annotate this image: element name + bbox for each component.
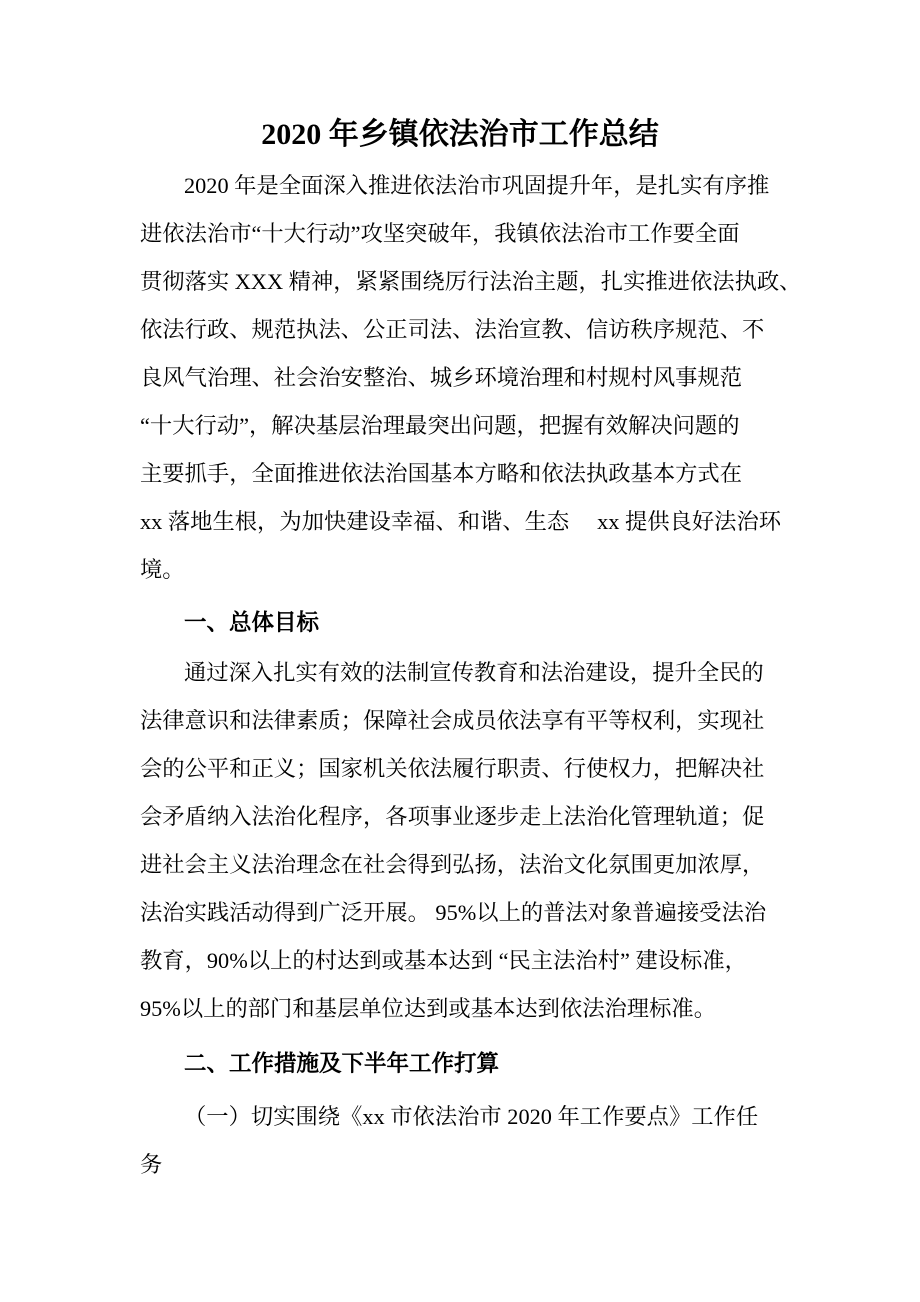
paragraph-line: “十大行动”，解决基层治理最突出问题，把握有效解决问题的: [140, 413, 740, 438]
section-heading-2: 二、工作措施及下半年工作打算: [184, 1051, 500, 1076]
paragraph-line: 进社会主义法治理念在社会得到弘扬，法治文化氛围更加浓厚，: [140, 852, 765, 877]
paragraph-1: [140, 162, 802, 594]
paragraph-line: 主要抓手，全面推进依法治国基本方略和依法执政基本方式在: [140, 461, 743, 486]
paragraph-line: 贯彻落实 XXX 精神，紧紧围绕厉行法治主题，扎实推进依法执政、: [140, 269, 802, 294]
paragraph-line: 法治实践活动得到广泛开展。 95%以上的普法对象普遍接受法治: [140, 900, 767, 925]
paragraph-line: （一）切实围绕《xx 市依法治市 2020 年工作要点》工作任: [184, 1104, 759, 1129]
paragraph-line: 法律意识和法律素质；保障社会成员依法享有平等权利，实现社: [140, 708, 765, 733]
paragraph-line: 进依法治市“十大行动”攻坚突破年，我镇依法治市工作要全面: [140, 221, 740, 246]
paragraph-2: [140, 649, 780, 1033]
paragraph-line: 良风气治理、社会治安整治、城乡环境治理和村规村风事规范: [140, 365, 743, 390]
paragraph-line: 依法行政、规范执法、公正司法、法治宣教、信访秩序规范、不: [140, 317, 765, 342]
section-heading-1: 一、总体目标: [184, 610, 320, 635]
paragraph-3: [140, 1093, 780, 1189]
paragraph-line: 教育，90%以上的村达到或基本达到 “民主法治村” 建设标准，: [140, 948, 747, 973]
paragraph-line: 2020 年是全面深入推进依法治市巩固提升年，是扎实有序推: [184, 173, 770, 198]
document-title: 2020 年乡镇依法治市工作总结: [261, 118, 659, 151]
paragraph-line: xx 落地生根，为加快建设幸福、和谐、生态 xx 提供良好法治环: [140, 509, 782, 534]
paragraph-line: 会矛盾纳入法治化程序，各项事业逐步走上法治化管理轨道；促: [140, 804, 765, 829]
paragraph-line: 95%以上的部门和基层单位达到或基本达到依法治理标准。: [140, 996, 716, 1021]
document-body: [140, 111, 802, 1189]
paragraph-line: 务: [140, 1152, 163, 1177]
paragraph-line: 会的公平和正义；国家机关依法履行职责、行使权力，把解决社: [140, 756, 765, 781]
paragraph-line: 境。: [140, 557, 185, 582]
paragraph-line: 通过深入扎实有效的法制宣传教育和法治建设，提升全民的: [184, 660, 764, 685]
